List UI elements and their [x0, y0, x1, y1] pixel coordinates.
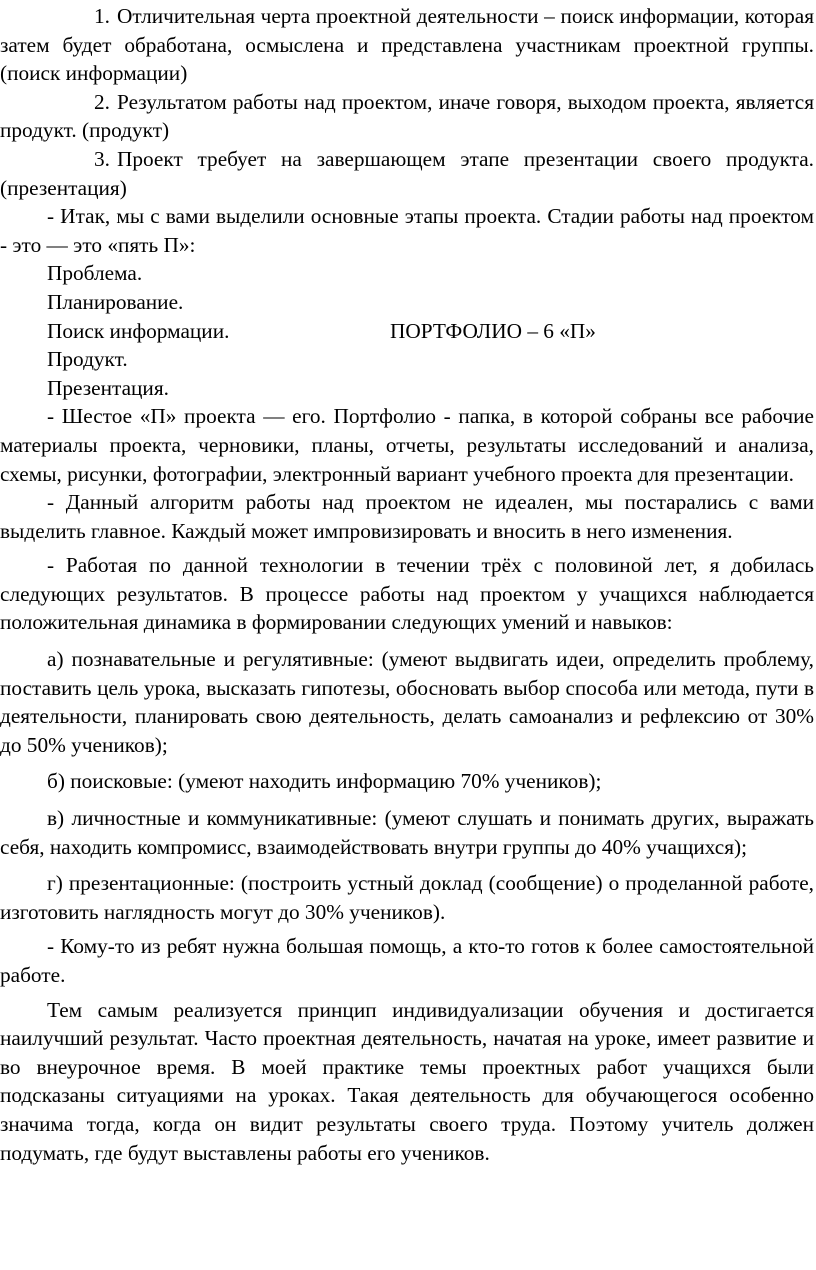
paragraph-help: - Кому-то из ребят нужна большая помощь, а кто-то готов к более самостоятельной работе.: [0, 934, 814, 987]
paragraph-skill-c: в) личностные и коммуникативные: (умеют слушать и понимать других, выражать себя, находить компромисс, взаимодействовать внутри группы до 40% учащихся);: [0, 806, 814, 859]
paragraph-portfolio: - Шестое «П» проекта — его. Портфолио - папка, в которой собраны все рабочие материалы проекта, черновики, планы, отчеты, результаты исследований и анализа, схемы, рисунки, фотографии, электронный вариант учебного проекта для презентации.: [0, 404, 814, 486]
paragraph-results: - Работая по данной технологии в течении трёх с половиной лет, я добилась следующих результатов. В процессе работы над проектом у учащихся наблюдается положительная динамика в формировании следующих умений и навыков:: [0, 553, 814, 635]
paragraph-stages: - Итак, мы с вами выделили основные этапы проекта. Стадии работы над проектом - это — это «пять П»:: [0, 204, 814, 257]
paragraph-text: Результатом работы над проектом, иначе говоря, выходом проекта, является продукт. (продукт): [0, 89, 814, 143]
stage-search: [0, 317, 814, 346]
paragraph-item-3: [0, 145, 814, 202]
stage-presentation: Презентация.: [47, 375, 169, 400]
portfolio-note: ПОРТФОЛИО – 6 «П»: [390, 318, 596, 343]
paragraph-item-1: [0, 2, 814, 88]
stage-product: Продукт.: [47, 347, 128, 372]
paragraph-skill-a: а) познавательные и регулятивные: (умеют выдвигать идеи, определить проблему, поставить цель урока, высказать гипотезы, обосновать выбор способа или метода, пути в деятельности, планировать свою деятельность, делать самоанализ и рефлексию от 30% до 50% учеников);: [0, 647, 814, 757]
paragraph-conclusion: Тем самым реализуется принцип индивидуализации обучения и достигается наилучший результат. Часто проектная деятельность, начатая на уроке, имеет развитие и во внеурочное время. В моей практике темы проектных работ учащихся были подсказаны ситуациями на уроках. Такая деятельность для обучающегося особенно значима тогда, когда он видит результаты своего труда. Поэтому учитель должен подумать, где будут выставлены работы его учеников.: [0, 997, 814, 1165]
item-number: 2.: [94, 89, 110, 114]
paragraph-text: Отличительная черта проектной деятельности – поиск информации, которая затем будет обработана, осмыслена и представлена участникам проектной группы. (поиск информации): [0, 4, 814, 86]
stage-problem: Проблема.: [47, 261, 143, 286]
item-number: 3.: [94, 146, 110, 171]
paragraph-algorithm: - Данный алгоритм работы над проектом не идеален, мы постарались с вами выделить главное. Каждый может импровизировать и вносить в него изменения.: [0, 490, 814, 543]
paragraph-skill-d: г) презентационные: (построить устный доклад (сообщение) о проделанной работе, изготовить наглядность могут до 30% учеников).: [0, 871, 814, 924]
item-number: 1.: [94, 4, 110, 28]
stage-search-label: Поиск информации.: [47, 318, 230, 343]
paragraph-text: Проект требует на завершающем этапе презентации своего продукта. (презентация): [0, 146, 814, 200]
stage-planning: Планирование.: [47, 289, 184, 314]
paragraph-skill-b: б) поисковые: (умеют находить информацию 70% учеников);: [47, 769, 602, 794]
paragraph-item-2: [0, 88, 814, 145]
